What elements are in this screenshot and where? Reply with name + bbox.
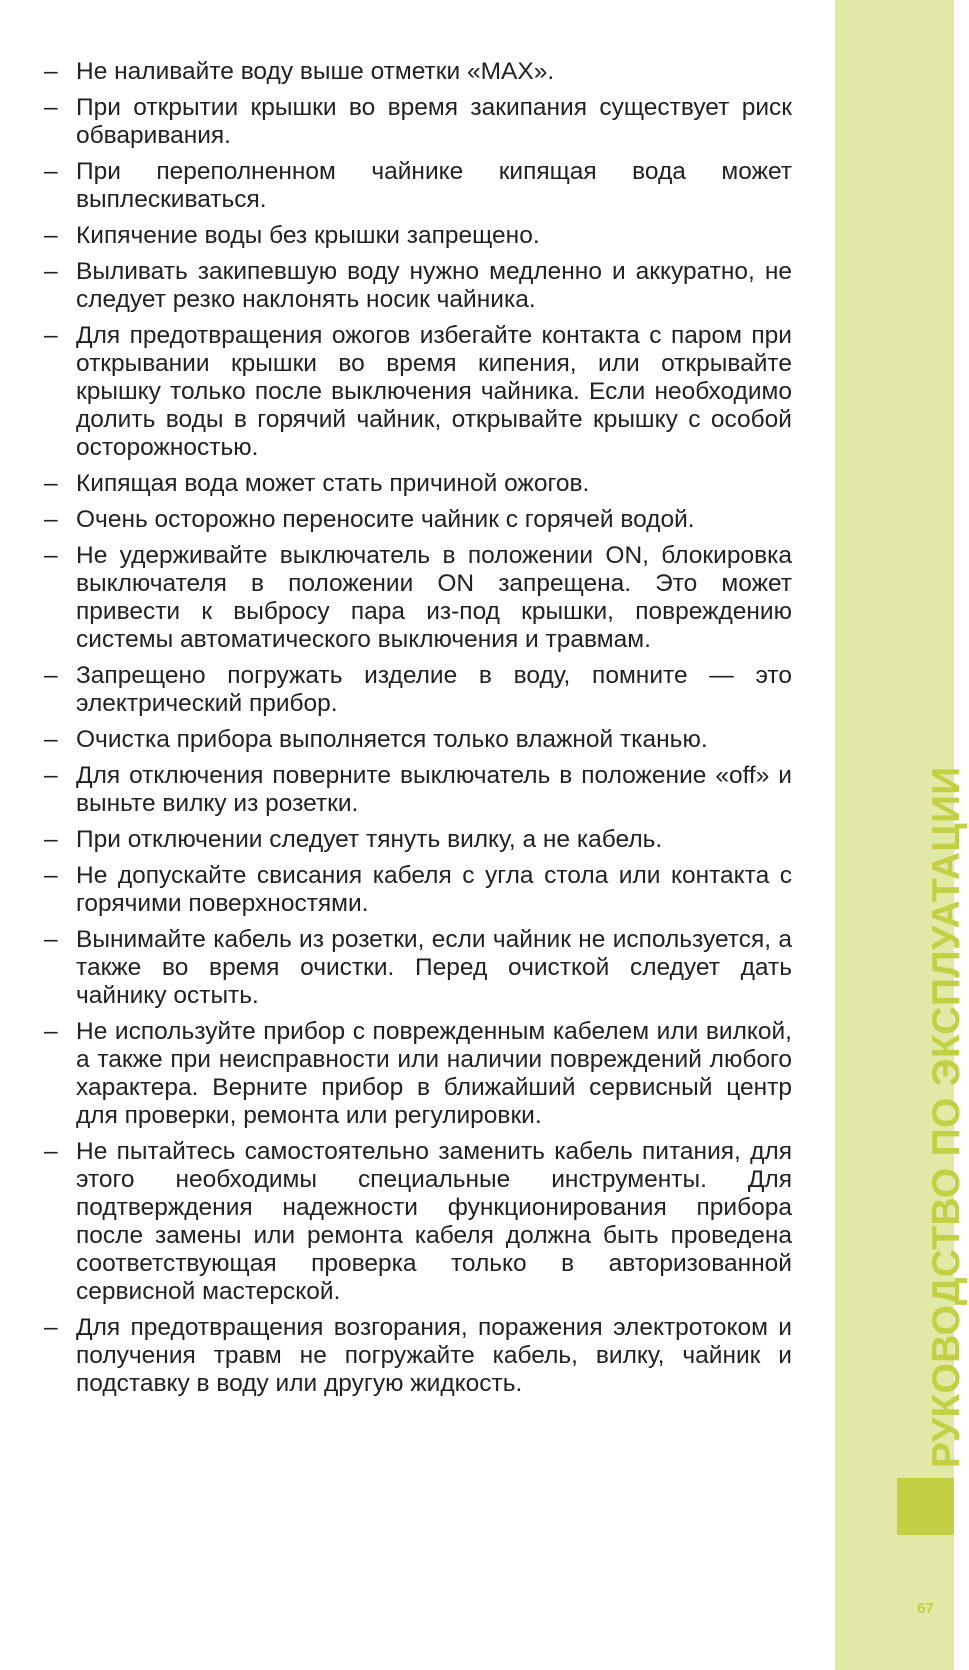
bullet-dash: – [44, 542, 58, 569]
list-item-text: Для предотвращения ожогов избегайте контакта с паром при открывании крышки во время кипения, или открывайте крышку только после выключения чайника. Если необходимо долить воды в горячий чайник, открывайте крышку с особой осторожностью. [76, 322, 792, 461]
bullet-dash: – [44, 58, 58, 85]
list-item [44, 662, 792, 718]
list-item-text: При открытии крышки во время закипания существует риск обваривания. [76, 94, 792, 149]
list-item [44, 258, 792, 314]
section-tab-marker [897, 1478, 954, 1535]
list-item-text: Запрещено погружать изделие в воду, помните — это электрический прибор. [76, 662, 792, 717]
list-item [44, 1138, 792, 1306]
bullet-dash: – [44, 926, 58, 953]
list-item-text: Не используйте прибор с поврежденным кабелем или вилкой, а также при неисправности или наличии повреждений любого характера. Верните прибор в ближайший сервисный центр для проверки, ремонта или регулировки. [76, 1018, 792, 1129]
bullet-dash: – [44, 862, 58, 889]
bullet-dash: – [44, 158, 58, 185]
list-item-text: Для предотвращения возгорания, поражения электротоком и получения травм не погружайте кабель, вилку, чайник и подставку в воду или другую жидкость. [76, 1314, 792, 1397]
list-item-text: Не удерживайте выключатель в положении ON, блокировка выключателя в положении ON запрещена. Это может привести к выбросу пара из-под крышки, повреждению системы автоматического выключения и травмам. [76, 542, 792, 653]
list-item-text: Очень осторожно переносите чайник с горячей водой. [76, 506, 695, 533]
bullet-dash: – [44, 470, 58, 497]
list-item [44, 222, 792, 250]
list-item [44, 94, 792, 150]
safety-instructions-list [44, 58, 792, 1398]
list-item-text: Не наливайте воду выше отметки «MAX». [76, 58, 555, 85]
list-item-text: Выливать закипевшую воду нужно медленно и аккуратно, не следует резко наклонять носик чайника. [76, 258, 792, 313]
bullet-dash: – [44, 726, 58, 753]
list-item [44, 762, 792, 818]
sidebar [835, 0, 968, 1670]
list-item [44, 470, 792, 498]
list-item-text: Не пытайтесь самостоятельно заменить кабель питания, для этого необходимы специальные инструменты. Для подтверждения надежности функционирования прибора после замены или ремонта кабеля должна быть проведена соответствующая проверка только в авторизованной сервисной мастерской. [76, 1138, 792, 1305]
list-item [44, 58, 792, 86]
bullet-dash: – [44, 258, 58, 285]
bullet-dash: – [44, 1314, 58, 1341]
bullet-dash: – [44, 1138, 58, 1165]
list-item-text: При отключении следует тянуть вилку, а не кабель. [76, 826, 663, 853]
list-item-text: Для отключения поверните выключатель в положение «off» и выньте вилку из розетки. [76, 762, 792, 817]
bullet-dash: – [44, 662, 58, 689]
list-item [44, 322, 792, 462]
list-item-text: Вынимайте кабель из розетки, если чайник не используется, а также во время очистки. Перед очисткой следует дать чайнику остыть. [76, 926, 792, 1009]
bullet-dash: – [44, 1018, 58, 1045]
list-item [44, 506, 792, 534]
bullet-dash: – [44, 506, 58, 533]
list-item [44, 158, 792, 214]
bullet-dash: – [44, 222, 58, 249]
list-item-text: Кипящая вода может стать причиной ожогов. [76, 470, 590, 497]
list-item [44, 542, 792, 654]
bullet-dash: – [44, 94, 58, 121]
sidebar-title: РУКОВОДСТВО ПО ЭКСПЛУАТАЦИИ [925, 766, 968, 1468]
list-item [44, 926, 792, 1010]
bullet-dash: – [44, 322, 58, 349]
page-number: 67 [917, 1600, 934, 1617]
list-item [44, 726, 792, 754]
list-item [44, 862, 792, 918]
list-item [44, 1314, 792, 1398]
page-content [44, 58, 792, 1406]
list-item [44, 826, 792, 854]
list-item-text: Не допускайте свисания кабеля с угла стола или контакта с горячими поверхностями. [76, 862, 792, 917]
bullet-dash: – [44, 826, 58, 853]
list-item-text: При переполненном чайнике кипящая вода может выплескиваться. [76, 158, 792, 213]
list-item-text: Очистка прибора выполняется только влажной тканью. [76, 726, 708, 753]
list-item [44, 1018, 792, 1130]
list-item-text: Кипячение воды без крышки запрещено. [76, 222, 540, 249]
bullet-dash: – [44, 762, 58, 789]
